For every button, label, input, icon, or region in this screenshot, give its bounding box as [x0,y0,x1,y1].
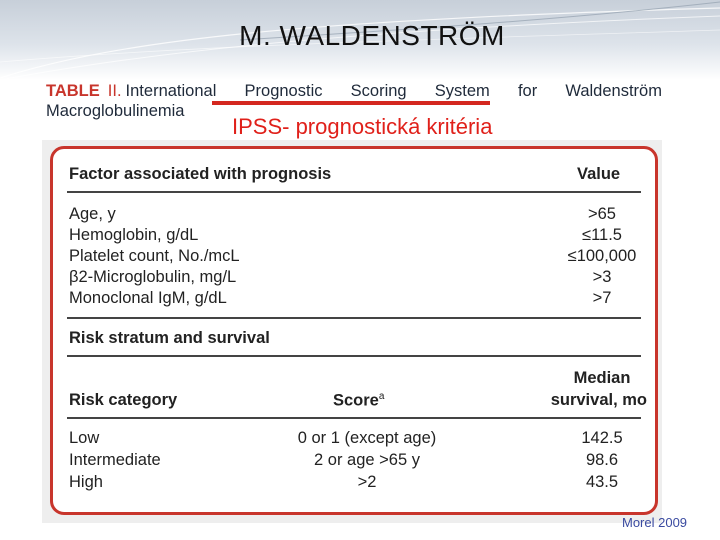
heading-line-2: Macroglobulinemia [46,102,185,120]
divider [67,191,641,193]
table-frame [50,146,658,515]
source-credit: Morel 2009 [622,515,688,530]
header-value: Value [577,165,621,183]
score-low: 0 or 1 (except age) [297,429,437,447]
risk-high: High [69,473,103,491]
value-platelet: ≤100,000 [567,247,637,265]
heading-word: International [125,82,217,100]
divider [67,317,641,319]
survival-intermediate: 98.6 [585,451,619,469]
slide-title: M. WALDENSTRÖM [239,20,505,51]
header-risk-category: Risk category [69,391,178,409]
heading-word: Prognostic [244,82,323,100]
factor-b2m: β2-Microglobulin, mg/L [69,268,237,286]
value-b2m: >3 [592,268,612,286]
table-label: TABLE [46,82,100,100]
red-underline [212,101,490,105]
divider [67,355,641,357]
risk-intermediate: Intermediate [69,451,161,469]
value-hemoglobin: ≤11.5 [582,226,622,244]
factor-hemoglobin: Hemoglobin, g/dL [69,226,199,244]
header-median-2: survival, mo [550,391,647,409]
header-median-1: Median [573,369,631,387]
survival-high: 43.5 [585,473,619,491]
subtitle: IPSS- prognostická kritéria [232,114,493,139]
heading-word: Waldenström [565,82,662,100]
survival-low: 142.5 [581,429,623,447]
heading-word: System [434,82,490,100]
score-footnote-mark: a [378,391,385,402]
section-risk-title: Risk stratum and survival [69,329,270,347]
header-score: Score$^a$ [333,391,385,410]
header-factor: Factor associated with prognosis [69,165,332,183]
factor-igm: Monoclonal IgM, g/dL [69,289,227,307]
table-card [42,140,662,523]
factor-age: Age, y [69,205,116,223]
value-age: >65 [588,205,616,223]
risk-low: Low [69,429,100,447]
heading-word: for [517,82,538,100]
score-high: >2 [357,473,377,491]
heading-word: Scoring [350,82,407,100]
divider [67,417,641,419]
factor-platelet: Platelet count, No./mcL [69,247,240,265]
table-number: II. [107,82,122,100]
score-intermediate: 2 or age >65 y [314,451,420,469]
value-igm: >7 [592,289,612,307]
